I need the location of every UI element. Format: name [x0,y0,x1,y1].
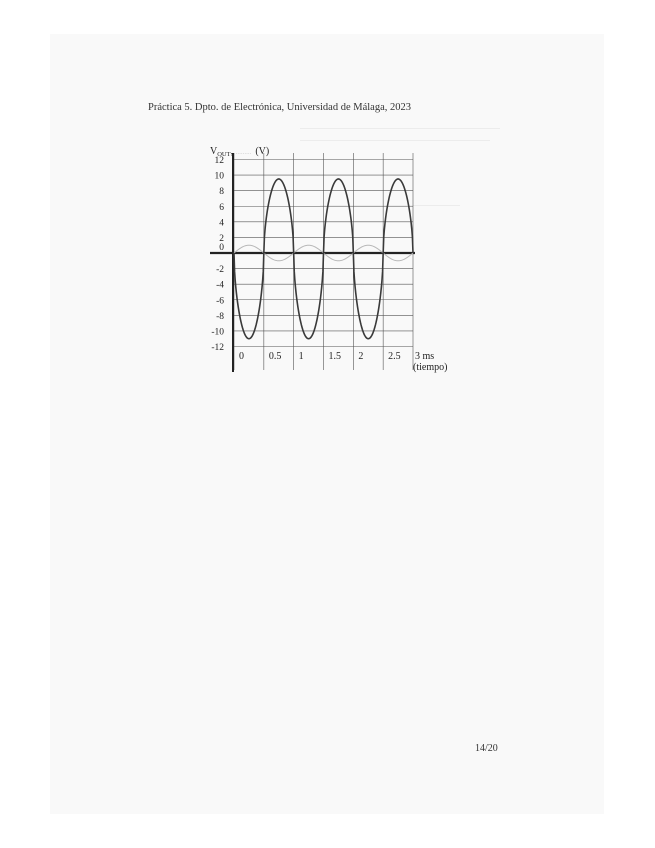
y-tick-label: 2 [219,233,224,244]
y-tick-label: -2 [216,265,224,276]
x-tick-label: 2.5 [388,351,401,362]
x-tick-label: 0.5 [268,351,282,362]
y-tick-label: -10 [211,327,224,338]
y-tick-label: 4 [219,218,224,229]
x-axis-label: (tiempo) [413,362,448,373]
y-tick-labels [211,156,224,353]
chart-grid [210,153,415,372]
y-tick-label: 12 [214,156,224,166]
x-tick-label: 2 [358,351,364,362]
x-tick-label: 0 [239,351,244,362]
x-tick-labels [239,351,401,362]
y-tick-label: -8 [216,311,224,322]
y-tick-label: 8 [219,187,224,198]
y-tick-label: 10 [214,171,224,182]
y-tick-label: -4 [216,280,224,291]
x-tick-label: 1.5 [328,351,341,362]
y-tick-label: -6 [216,296,224,307]
y-tick-label: 6 [219,202,224,213]
y-axis-label: $V_{OUT}$, ......... (V) [210,146,270,158]
x-tick-label: 1 [298,351,304,362]
x-axis-unit: 3 ms [415,351,435,362]
y-tick-label: 0 [219,243,224,253]
page-header: Práctica 5. Dpto. de Electrónica, Universidad de Málaga, 2023 [148,102,411,113]
page-number: 14/20 [475,743,498,754]
y-tick-label: -12 [211,343,224,353]
